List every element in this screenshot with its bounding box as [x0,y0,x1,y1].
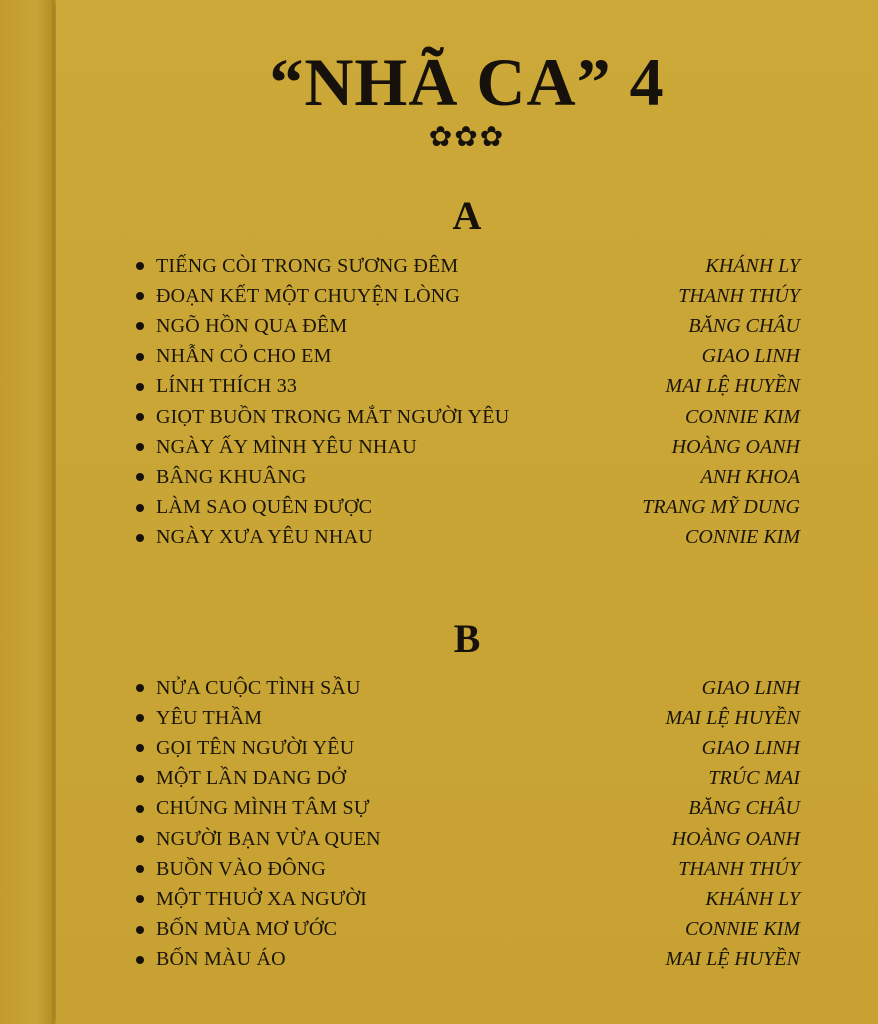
song-title: NGÀY ẤY MÌNH YÊU NHAU [156,435,417,458]
track-row [136,372,800,402]
artist-name: TRÚC MAI [708,767,800,790]
track-row [136,915,800,945]
artist-name: TRANG MỸ DUNG [642,496,800,519]
bullet-icon [136,865,144,873]
side-b-tracklist [136,673,800,975]
artist-name: CONNIE KIM [685,526,800,549]
track-row [136,733,800,763]
bullet-icon [136,956,144,964]
track-row [136,854,800,884]
track-row [136,251,800,281]
bullet-icon [136,262,144,270]
artist-name: CONNIE KIM [685,405,800,428]
artist-name: GIAO LINH [701,345,800,368]
side-a-heading: A [452,193,482,238]
song-title: NỬA CUỘC TÌNH SẦU [156,676,361,699]
bullet-icon [136,473,144,481]
artist-name: MAI LỆ HUYỀN [665,948,800,971]
song-title: BỐN MÀU ÁO [156,948,286,971]
track-row [136,402,800,432]
song-title: LÀM SAO QUÊN ĐƯỢC [156,496,373,519]
song-title: LÍNH THÍCH 33 [156,375,298,398]
bullet-icon [136,443,144,451]
artist-name: HOÀNG OANH [671,827,800,850]
song-title: CHÚNG MÌNH TÂM SỰ [156,797,370,820]
artist-name: CONNIE KIM [685,918,800,941]
track-row [136,493,800,523]
bullet-icon [136,534,144,542]
artist-name: BĂNG CHÂU [688,797,800,820]
bullet-icon [136,684,144,692]
artist-name: MAI LỆ HUYỀN [665,706,800,729]
song-title: MỘT THUỞ XA NGƯỜI [156,887,367,910]
track-row [136,824,800,854]
track-row [136,884,800,914]
track-row [136,673,800,703]
track-row [136,945,800,975]
track-row [136,281,800,311]
song-title: NGÀY XƯA YÊU NHAU [156,526,373,549]
artist-name: GIAO LINH [701,736,800,759]
song-title: MỘT LẦN DANG DỞ [156,767,346,790]
sleeve-spine [0,0,54,1024]
bullet-icon [136,413,144,421]
bullet-icon [136,835,144,843]
song-title: TIẾNG CÒI TRONG SƯƠNG ĐÊM [156,254,459,277]
song-title: YÊU THẦM [156,706,263,729]
bullet-icon [136,775,144,783]
bullet-icon [136,383,144,391]
song-title: BÂNG KHUÂNG [156,465,307,488]
artist-name: MAI LỆ HUYỀN [665,375,800,398]
bullet-icon [136,805,144,813]
song-title: NHẪN CỎ CHO EM [156,345,332,368]
artist-name: HOÀNG OANH [671,435,800,458]
song-title: BUỒN VÀO ĐÔNG [156,857,327,880]
artist-name: ANH KHOA [700,465,800,488]
bullet-icon [136,714,144,722]
song-title: ĐOẠN KẾT MỘT CHUYỆN LÒNG [156,284,461,307]
track-row [136,764,800,794]
album-title: “NHÃ CA” 4 [269,44,665,120]
song-title: NGƯỜI BẠN VỪA QUEN [156,827,381,850]
track-row [136,462,800,492]
track-row [136,342,800,372]
song-title: BỐN MÙA MƠ ƯỚC [156,918,338,941]
track-row [136,794,800,824]
side-a-tracklist [136,251,800,553]
track-row [136,703,800,733]
track-row [136,523,800,553]
bullet-icon [136,895,144,903]
artist-name: GIAO LINH [701,676,800,699]
bullet-icon [136,292,144,300]
song-title: GIỌT BUỒN TRONG MẮT NGƯỜI YÊU [156,405,510,428]
bullet-icon [136,322,144,330]
track-row [136,311,800,341]
bullet-icon [136,926,144,934]
artist-name: THANH THÚY [678,857,800,880]
artist-name: KHÁNH LY [705,887,800,910]
song-title: NGÕ HỒN QUA ĐÊM [156,314,348,337]
flower-ornament-icon: ✿✿✿ [428,122,506,153]
artist-name: KHÁNH LY [705,254,800,277]
song-title: GỌI TÊN NGƯỜI YÊU [156,736,355,759]
artist-name: BĂNG CHÂU [688,314,800,337]
side-b-heading: B [453,616,481,661]
artist-name: THANH THÚY [678,284,800,307]
bullet-icon [136,504,144,512]
track-row [136,432,800,462]
bullet-icon [136,744,144,752]
bullet-icon [136,353,144,361]
